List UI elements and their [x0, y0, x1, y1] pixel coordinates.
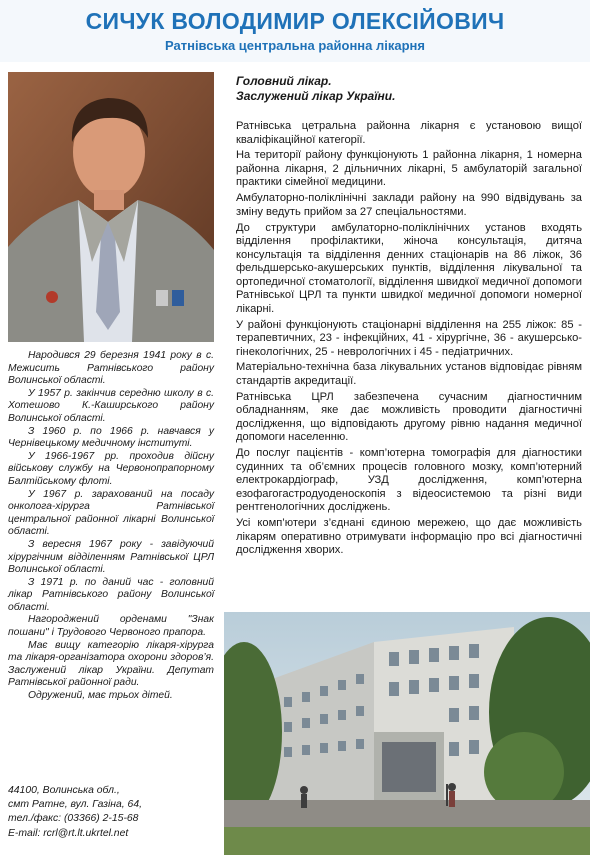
address-line: 44100, Волинська обл.,	[8, 785, 120, 796]
phone-line: тел./факс: (03366) 2-15-68	[8, 813, 139, 825]
main-paragraph: Усі комп’ютери з’єднані єдиною мережею, що дає можливість лікарям оперативно отримувати інформацію про всі діагностичні дослідження хворих.	[236, 517, 582, 557]
position-title: Головний лікар.	[236, 74, 332, 88]
header-banner	[0, 0, 590, 62]
portrait-photo	[8, 72, 214, 342]
contact-block	[8, 784, 218, 841]
bio-paragraph: Нагороджений орденами "Знак пошани" і Трудового Червоного прапора.	[8, 614, 214, 639]
biography	[8, 350, 214, 703]
main-paragraph: Амбулаторно-поліклінічні заклади району на 990 відвідувань за зміну ведуть прийом за 27 спеціальностями.	[236, 192, 582, 218]
address-line: смт Ратне, вул. Газіна, 64,	[8, 799, 142, 811]
page-title: СИЧУК ВОЛОДИМИР ОЛЕКСІЙОВИЧ	[85, 8, 505, 34]
bio-paragraph: З вересня 1967 року - завідуючий хірургічним відділенням Ратнівської ЦРЛ Волинської області.	[8, 538, 214, 576]
bio-paragraph: У 1967 р. зарахований на посаду онколога-хірурга Ратнівської центральної районної лікарні Волинської області.	[8, 488, 214, 538]
main-text	[236, 120, 582, 560]
bio-paragraph: З 1971 р. по даний час - головний лікар Ратнівського району Волинської області.	[8, 576, 214, 613]
bio-paragraph: Має вищу категорію лікаря-хірурга та лікаря-організатора охорони здоров’я. Заслужений лікар України. Депутат Ратнівської районної ради.	[8, 639, 214, 689]
position-titles	[236, 74, 576, 104]
main-paragraph: До структури амбулаторно-поліклінічних установ входять відділення профілактики, жіноча консультація, дитяча консультація та відділення денних стаціонарів на 86 ліжок, 36 фельдшерсько-акушерських пунктів, відділення лікувальної та ортопедичної стоматології, відділення швидкої медичної допомоги Ратнівської ЦРЛ та пункти швидкої медичної допомоги номерної лікарні.	[236, 221, 582, 315]
bio-paragraph: У 1966-1967 рр. проходив дійсну військову службу на Червонопрапорному Балтійському флоті.	[8, 450, 214, 487]
main-paragraph: Матеріально-технічна база лікувальних установ відповідає рівням стандартів акредитації.	[236, 361, 582, 387]
hospital-photo	[224, 612, 590, 855]
bio-paragraph: З 1960 р. по 1966 р. навчався у Чернівецькому медичному інституті.	[8, 425, 214, 450]
main-paragraph: Ратнівська цетральна районна лікарня є установою вищої кваліфікаційної категорії.	[236, 120, 582, 146]
main-paragraph: До послуг пацієнтів - комп’ютерна томографія для діагностики судинних та об’ємних процесів головного мозку, комп’ютерний електрокардіограф, УЗД дослідження, комп’ютерна езофагогастродуоденоскопія з відеосистемою та різні види рентгенологічних досліджень.	[236, 447, 582, 514]
organization-subtitle: Ратнівська центральна районна лікарня	[165, 38, 425, 53]
bio-paragraph: Одружений, має трьох дітей.	[28, 690, 173, 702]
bio-paragraph: У 1957 р. закінчив середню школу в с. Хотешово К.-Каширського району Волинської області.	[8, 387, 214, 424]
main-paragraph: На території району функціонують 1 районна лікарня, 1 номерна районна лікарня, 2 дільничних лікарні, 5 амбулаторій загальної практики сімейної медицини.	[236, 149, 582, 189]
hospital-illustration	[224, 612, 590, 855]
email-line: E-mail: rcrl@rt.lt.ukrtel.net	[8, 827, 129, 839]
main-paragraph: У районі функціонують стаціонарні відділення на 255 ліжок: 85 - терапевтичних, 23 - інфекційних, 41 - хірургічне, 36 - акушерсько-гінекологічних, 25 - неврологічних і 45 - педіатричних.	[236, 318, 582, 358]
honorary-title: Заслужений лікар України.	[236, 89, 396, 103]
portrait-illustration	[8, 72, 214, 342]
bio-paragraph: Народився 29 березня 1941 року в с. Межисить Ратнівського району Волинської області.	[8, 350, 214, 387]
main-paragraph: Ратнівська ЦРЛ забезпечена сучасним діагностичним обладнанням, яке дає можливість проводити діагностичні дослідження, що відповідають другому рівню надання медичної допомоги населенню.	[236, 390, 582, 444]
